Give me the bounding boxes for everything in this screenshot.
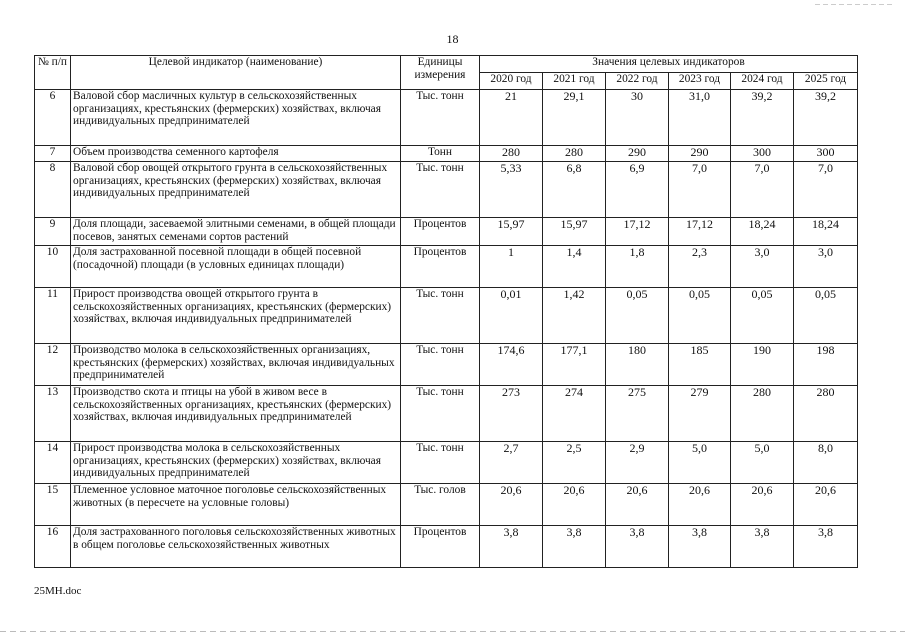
value-cell: 30 [606,90,669,146]
scan-artifact [815,4,895,5]
unit-cell: Процентов [401,526,480,568]
indicator-name: Доля застрахованного поголовья сельскохозяйственных животных в общем поголовье сельскохозяйственных животных [71,526,401,568]
value-cell: 0,01 [480,288,543,344]
indicator-name: Прирост производства овощей открытого грунта в сельскохозяйственных организациях, крестьянских (фермерских) хозяйствах, включая индивидуальных предпринимателей [71,288,401,344]
value-cell: 29,1 [543,90,606,146]
value-cell: 3,0 [794,246,858,288]
value-cell: 280 [543,146,606,162]
header-target-values: Значения целевых индикаторов [480,56,858,73]
header-year: 2020 год [480,73,543,90]
value-cell: 8,0 [794,442,858,484]
indicators-table [34,55,858,568]
value-cell: 7,0 [731,162,794,218]
value-cell: 0,05 [606,288,669,344]
unit-cell: Процентов [401,218,480,246]
value-cell: 21 [480,90,543,146]
value-cell: 280 [794,386,858,442]
value-cell: 2,9 [606,442,669,484]
unit-cell: Тыс. тонн [401,90,480,146]
row-number: 10 [35,246,71,288]
indicator-name: Доля застрахованной посевной площади в общей посевной (посадочной) площади (в условных единицах площади) [71,246,401,288]
table-row [35,288,858,344]
value-cell: 3,8 [669,526,731,568]
value-cell: 20,6 [794,484,858,526]
unit-cell: Тонн [401,146,480,162]
unit-cell: Тыс. тонн [401,442,480,484]
value-cell: 198 [794,344,858,386]
value-cell: 3,8 [480,526,543,568]
value-cell: 174,6 [480,344,543,386]
table-row [35,146,858,162]
page-number: 18 [446,32,459,46]
file-name-footer: 25МН.doc [34,585,82,597]
value-cell: 1 [480,246,543,288]
value-cell: 2,7 [480,442,543,484]
value-cell: 3,8 [794,526,858,568]
row-number: 16 [35,526,71,568]
value-cell: 20,6 [669,484,731,526]
value-cell: 39,2 [794,90,858,146]
value-cell: 20,6 [543,484,606,526]
value-cell: 1,42 [543,288,606,344]
value-cell: 20,6 [480,484,543,526]
table-row [35,90,858,146]
row-number: 14 [35,442,71,484]
header-indicator-name: Целевой индикатор (наименование) [71,56,401,90]
indicator-name: Объем производства семенного картофеля [71,146,401,162]
value-cell: 7,0 [669,162,731,218]
indicator-name: Валовой сбор масличных культур в сельскохозяйственных организациях, крестьянских (фермерских) хозяйствах, включая индивидуальных предпринимателей [71,90,401,146]
header-year: 2022 год [606,73,669,90]
unit-cell: Тыс. тонн [401,288,480,344]
header-year: 2023 год [669,73,731,90]
header-year: 2024 год [731,73,794,90]
value-cell: 20,6 [606,484,669,526]
value-cell: 0,05 [794,288,858,344]
row-number: 13 [35,386,71,442]
value-cell: 190 [731,344,794,386]
value-cell: 300 [794,146,858,162]
value-cell: 290 [669,146,731,162]
value-cell: 0,05 [731,288,794,344]
value-cell: 15,97 [480,218,543,246]
unit-cell: Тыс. тонн [401,386,480,442]
value-cell: 15,97 [543,218,606,246]
table-row [35,386,858,442]
indicator-name: Прирост производства молока в сельскохозяйственных организациях, крестьянских (фермерских) хозяйствах, включая индивидуальных предпринимателей [71,442,401,484]
unit-cell: Процентов [401,246,480,288]
indicator-name: Доля площади, засеваемой элитными семенами, в общей площади посевов, занятых семенами сортов растений [71,218,401,246]
unit-cell: Тыс. тонн [401,344,480,386]
value-cell: 6,9 [606,162,669,218]
value-cell: 18,24 [794,218,858,246]
value-cell: 275 [606,386,669,442]
value-cell: 20,6 [731,484,794,526]
row-number: 11 [35,288,71,344]
value-cell: 177,1 [543,344,606,386]
table-row [35,162,858,218]
value-cell: 2,5 [543,442,606,484]
value-cell: 39,2 [731,90,794,146]
header-number: № п/п [35,56,71,90]
value-cell: 2,3 [669,246,731,288]
value-cell: 274 [543,386,606,442]
value-cell: 5,0 [669,442,731,484]
value-cell: 300 [731,146,794,162]
value-cell: 290 [606,146,669,162]
value-cell: 5,0 [731,442,794,484]
header-year: 2025 год [794,73,858,90]
indicator-name: Производство молока в сельскохозяйственных организациях, крестьянских (фермерских) хозяйствах, включая индивидуальных предпринимателей [71,344,401,386]
value-cell: 6,8 [543,162,606,218]
value-cell: 180 [606,344,669,386]
value-cell: 5,33 [480,162,543,218]
scan-artifact [0,631,905,632]
table-row [35,344,858,386]
header-unit: Единицы измерения [401,56,480,90]
value-cell: 1,8 [606,246,669,288]
value-cell: 3,0 [731,246,794,288]
unit-cell: Тыс. голов [401,484,480,526]
value-cell: 273 [480,386,543,442]
table-row [35,484,858,526]
value-cell: 0,05 [669,288,731,344]
table-row [35,442,858,484]
value-cell: 3,8 [606,526,669,568]
value-cell: 17,12 [606,218,669,246]
indicator-name: Племенное условное маточное поголовье сельскохозяйственных животных (в пересчете на условные головы) [71,484,401,526]
row-number: 6 [35,90,71,146]
table-row [35,246,858,288]
value-cell: 280 [480,146,543,162]
row-number: 8 [35,162,71,218]
value-cell: 280 [731,386,794,442]
value-cell: 185 [669,344,731,386]
value-cell: 1,4 [543,246,606,288]
value-cell: 3,8 [543,526,606,568]
value-cell: 279 [669,386,731,442]
value-cell: 3,8 [731,526,794,568]
value-cell: 7,0 [794,162,858,218]
header-year: 2021 год [543,73,606,90]
indicator-name: Производство скота и птицы на убой в живом весе в сельскохозяйственных организациях, крестьянских (фермерских) хозяйствах, включая индивидуальных предпринимателей [71,386,401,442]
value-cell: 18,24 [731,218,794,246]
value-cell: 17,12 [669,218,731,246]
value-cell: 31,0 [669,90,731,146]
row-number: 12 [35,344,71,386]
row-number: 9 [35,218,71,246]
unit-cell: Тыс. тонн [401,162,480,218]
indicator-name: Валовой сбор овощей открытого грунта в сельскохозяйственных организациях, крестьянских (фермерских) хозяйствах, включая индивидуальных предпринимателей [71,162,401,218]
table-row [35,526,858,568]
row-number: 7 [35,146,71,162]
row-number: 15 [35,484,71,526]
table-row [35,218,858,246]
